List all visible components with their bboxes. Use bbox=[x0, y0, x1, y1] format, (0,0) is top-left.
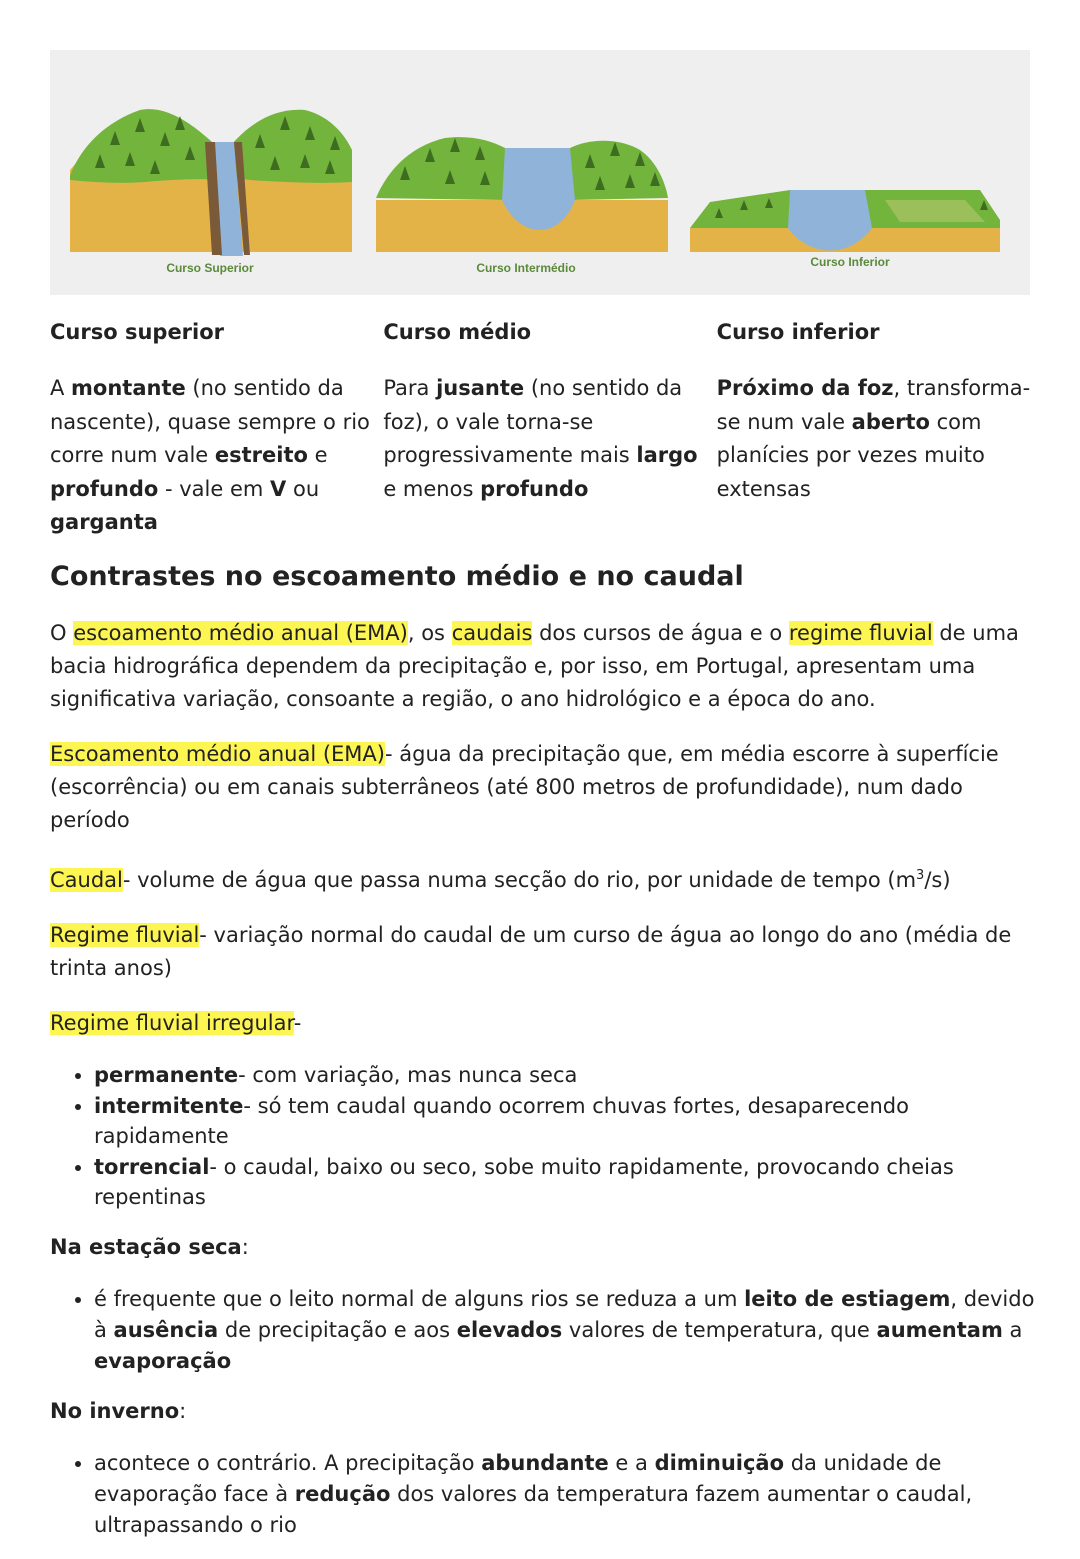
highlight: caudais bbox=[451, 621, 533, 645]
list-item: • torrencial- o caudal, baixo ou seco, sobe muito rapidamente, provocando cheias repentinas bbox=[94, 1152, 1040, 1213]
highlight: escoamento médio anual (EMA) bbox=[73, 621, 408, 645]
lower-left-plain bbox=[690, 190, 790, 228]
lower-course-diagram bbox=[690, 190, 1000, 269]
highlight: regime fluvial bbox=[788, 621, 933, 645]
column-text: A montante (no sentido da nascente), quase sempre o rio corre num vale estreito e profundo - vale em V ou garganta bbox=[50, 376, 370, 534]
middle-right-hill bbox=[570, 141, 668, 200]
valley-diagrams bbox=[50, 50, 1030, 295]
column-title: Curso superior bbox=[50, 320, 225, 344]
column-title: Curso inferior bbox=[716, 320, 880, 344]
river-valleys-figure bbox=[50, 50, 1030, 295]
list-item: • acontece o contrário. A precipitação abundante e a diminuição da unidade de evaporação face à redução dos valores da temperatura fazem aumentar o caudal, ultrapassando o rio bbox=[94, 1448, 1040, 1541]
regime-types-list bbox=[50, 1060, 1040, 1213]
main-content bbox=[50, 555, 1040, 1559]
winter-list bbox=[50, 1448, 1040, 1541]
column-title: Curso médio bbox=[383, 320, 532, 344]
list-item: • intermitente- só tem caudal quando ocorrem chuvas fortes, desaparecendo rapidamente bbox=[94, 1091, 1040, 1152]
dry-season-label: Na estação seca: bbox=[50, 1234, 249, 1259]
highlight: Regime fluvial irregular bbox=[50, 1011, 294, 1035]
highlight: Escoamento médio anual (EMA) bbox=[50, 742, 385, 766]
column-text: Próximo da foz, transforma-se num vale aberto com planícies por vezes muito extensas bbox=[716, 376, 1031, 501]
ema-definition: Escoamento médio anual (EMA)- água da precipitação que, em média escorre à superfície (escorrência) ou em canais subterrâneos (até 800 metros de profundidade), num dado período bbox=[50, 742, 999, 832]
course-columns bbox=[50, 312, 1050, 540]
irregular-regime-label: Regime fluvial irregular- bbox=[50, 1011, 302, 1035]
middle-course-diagram bbox=[376, 137, 668, 275]
column-upper-course bbox=[50, 312, 383, 540]
list-item: • permanente- com variação, mas nunca seca bbox=[94, 1060, 1040, 1091]
regime-definition: Regime fluvial- variação normal do caudal de um curso de água ao longo do ano (média de trinta anos) bbox=[50, 923, 1012, 980]
column-middle-course bbox=[383, 312, 716, 540]
column-text: Para jusante (no sentido da foz), o vale torna-se progressivamente mais largo e menos profundo bbox=[383, 376, 698, 501]
caudal-definition: Caudal- volume de água que passa numa secção do rio, por unidade de tempo $(m^3/s)$ bbox=[50, 868, 951, 892]
figure-label-upper: Curso Superior bbox=[166, 261, 254, 275]
column-lower-course bbox=[717, 312, 1050, 540]
upper-left-hill bbox=[70, 109, 218, 183]
list-item: • é frequente que o leito normal de alguns rios se reduza a um leito de estiagem, devido à ausência de precipitação e aos elevados valores de temperatura, que aumentam a evaporação bbox=[94, 1284, 1040, 1377]
figure-label-lower: Curso Inferior bbox=[810, 255, 890, 269]
highlight: Caudal bbox=[50, 868, 123, 892]
intro-paragraph: O escoamento médio anual (EMA), os caudais dos cursos de água e o regime fluvial de uma bacia hidrográfica dependem da precipitação e, por isso, em Portugal, apresentam uma significativa variação, consoante a região, o ano hidrológico e a época do ano. bbox=[50, 621, 1019, 711]
figure-label-middle: Curso Intermédio bbox=[476, 261, 576, 275]
dry-season-list bbox=[50, 1284, 1040, 1377]
section-heading: Contrastes no escoamento médio e no caudal bbox=[50, 561, 744, 592]
middle-left-hill bbox=[376, 137, 505, 200]
highlight: Regime fluvial bbox=[50, 923, 200, 947]
winter-label: No inverno: bbox=[50, 1398, 187, 1423]
